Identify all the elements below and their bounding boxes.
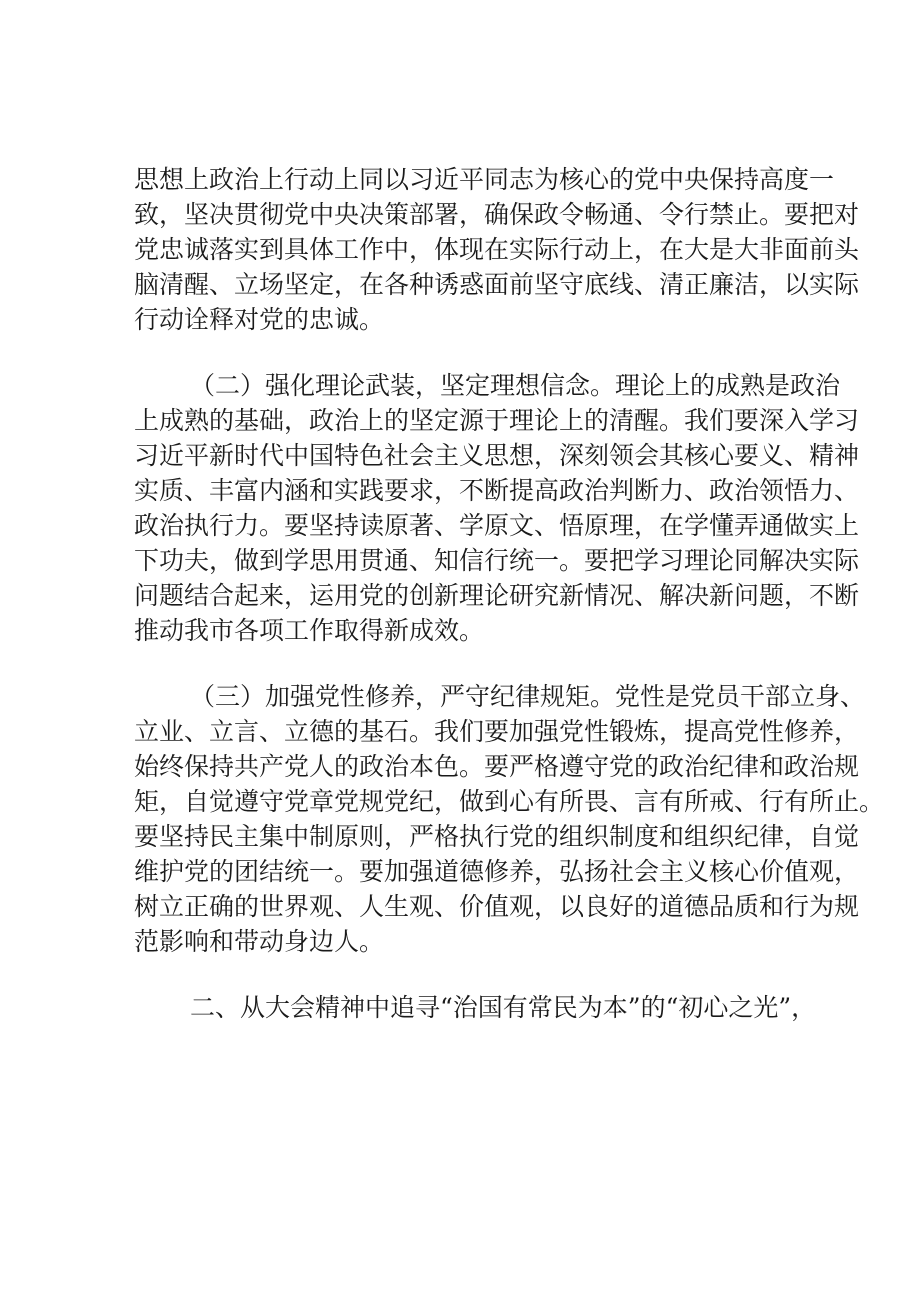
- text-line: 党忠诚落实到具体工作中，体现在实际行动上，在大是大非面前头: [134, 235, 860, 264]
- text-line: 思想上政治上行动上同以习近平同志为核心的党中央保持高度一: [134, 165, 835, 194]
- text-line: 习近平新时代中国特色社会主义思想，深刻领会其核心要义、精神: [134, 441, 860, 470]
- paragraph-section-three: [134, 679, 885, 959]
- text-line: 上成熟的基础，政治上的坚定源于理论上的清醒。我们要深入学习: [134, 406, 860, 435]
- text-line: （三）加强党性修养，严守纪律规矩。党性是党员干部立身、: [190, 682, 866, 711]
- text-line: 实质、丰富内涵和实践要求，不断提高政治判断力、政治领悟力、: [134, 476, 860, 505]
- text-line: 问题结合起来，运用党的创新理论研究新情况、解决新问题，不断: [134, 581, 860, 610]
- text-line: （二）强化理论武装，坚定理想信念。理论上的成熟是政治: [190, 371, 841, 400]
- text-line: 树立正确的世界观、人生观、价值观，以良好的道德品质和行为规: [134, 892, 860, 921]
- text-line: 下功夫，做到学思用贯通、知信行统一。要把学习理论同解决实际: [134, 546, 860, 575]
- text-line: 范影响和带动身边人。: [134, 927, 385, 956]
- text-line: 致，坚决贯彻党中央决策部署，确保政令畅通、令行禁止。要把对: [134, 200, 860, 229]
- section-heading-two: [134, 990, 817, 1025]
- text-line: 立业、立言、立德的基石。我们要加强党性锻炼，提高党性修养，: [134, 717, 860, 746]
- paragraph-loyalty-continued: [134, 162, 860, 337]
- text-line: 维护党的团结统一。要加强道德修养，弘扬社会主义核心价值观，: [134, 857, 860, 886]
- paragraph-section-two: [134, 368, 860, 648]
- text-line: 矩，自觉遵守党章党规党纪，做到心有所畏、言有所戒、行有所止。: [134, 787, 885, 816]
- text-line: 脑清醒、立场坚定，在各种诱惑面前坚守底线、清正廉洁，以实际: [134, 270, 860, 299]
- text-line: 始终保持共产党人的政治本色。要严格遵守党的政治纪律和政治规: [134, 752, 860, 781]
- text-line: 政治执行力。要坚持读原著、学原文、悟原理，在学懂弄通做实上: [134, 511, 860, 540]
- text-line: 推动我市各项工作取得新成效。: [134, 616, 485, 645]
- text-line: 行动诠释对党的忠诚。: [134, 305, 385, 334]
- text-line: 要坚持民主集中制原则，严格执行党的组织制度和组织纪律，自觉: [134, 822, 860, 851]
- document-body: [134, 162, 885, 1025]
- heading-text: 二、从大会精神中追寻“治国有常民为本”的“初心之光”，: [190, 993, 817, 1022]
